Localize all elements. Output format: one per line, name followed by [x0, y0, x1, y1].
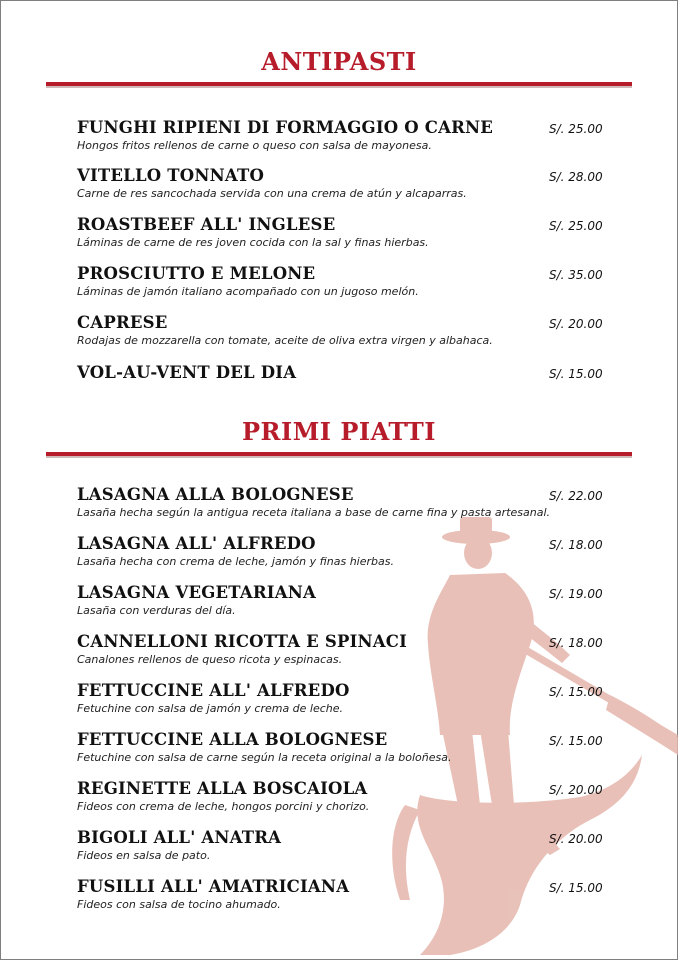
menu-item-price: S/. 20.00	[549, 832, 603, 846]
menu-item	[77, 313, 617, 348]
menu-item-name: VITELLO TONNATO	[77, 166, 265, 185]
menu-item-description: Rodajas de mozzarella con tomate, aceite de oliva extra virgen y albahaca.	[77, 334, 493, 347]
menu-item-name: CAPRESE	[77, 313, 168, 332]
menu-item	[77, 485, 617, 520]
menu-item-name: LASAGNA ALL' ALFREDO	[77, 534, 316, 553]
menu-item-name: FETTUCCINE ALL' ALFREDO	[77, 681, 350, 700]
menu-item-name: BIGOLI ALL' ANATRA	[77, 828, 282, 847]
menu-item-name: FUSILLI ALL' AMATRICIANA	[77, 877, 350, 896]
menu-item-price: S/. 25.00	[549, 122, 603, 136]
menu-item	[77, 730, 617, 765]
menu-item-name: FUNGHI RIPIENI DI FORMAGGIO O CARNE	[77, 118, 494, 137]
menu-item-price: S/. 20.00	[549, 783, 603, 797]
menu-item-description: Lasaña con verduras del día.	[77, 604, 236, 617]
menu-item	[77, 215, 617, 250]
menu-item-price: S/. 18.00	[549, 636, 603, 650]
menu-item	[77, 118, 617, 153]
menu-item-description: Fetuchine con salsa de jamón y crema de leche.	[77, 702, 344, 715]
menu-item-description: Fideos con crema de leche, hongos porcini y chorizo.	[77, 800, 370, 813]
section-title-primi-piatti: PRIMI PIATTI	[241, 417, 437, 446]
menu-item-description: Lasaña hecha según la antigua receta italiana a base de carne fina y pasta artesanal.	[77, 506, 551, 519]
section-divider-antipasti	[46, 82, 632, 86]
menu-item-price: S/. 22.00	[549, 489, 603, 503]
menu-item-name: REGINETTE ALLA BOSCAIOLA	[77, 779, 368, 798]
menu-item-description: Fideos en salsa de pato.	[77, 849, 211, 862]
menu-item-name: LASAGNA ALLA BOLOGNESE	[77, 485, 354, 504]
section-divider-primi-piatti	[46, 452, 632, 456]
menu-item	[77, 363, 617, 383]
menu-item-name: PROSCIUTTO E MELONE	[77, 264, 316, 283]
menu-item	[77, 583, 617, 618]
menu-item-name: CANNELLONI RICOTTA E SPINACI	[77, 632, 408, 651]
menu-item-price: S/. 19.00	[549, 587, 603, 601]
menu-item-name: ROASTBEEF ALL' INGLESE	[77, 215, 336, 234]
menu-item-price: S/. 25.00	[549, 219, 603, 233]
menu-item-price: S/. 15.00	[549, 734, 603, 748]
menu-item-price: S/. 35.00	[549, 268, 603, 282]
menu-item	[77, 534, 617, 569]
menu-item-name: FETTUCCINE ALLA BOLOGNESE	[77, 730, 388, 749]
menu-item-description: Canalones rellenos de queso ricota y espinacas.	[77, 653, 343, 666]
page-border-left	[0, 0, 1, 960]
menu-item	[77, 264, 617, 299]
menu-item	[77, 632, 617, 667]
menu-item-description: Carne de res sancochada servida con una crema de atún y alcaparras.	[77, 187, 467, 200]
page-border-top	[0, 0, 678, 1]
menu-item-price: S/. 15.00	[549, 881, 603, 895]
menu-item-price: S/. 15.00	[549, 367, 603, 381]
menu-item	[77, 681, 617, 716]
menu-item-price: S/. 28.00	[549, 170, 603, 184]
menu-item-description: Lasaña hecha con crema de leche, jamón y finas hierbas.	[77, 555, 394, 568]
menu-item	[77, 779, 617, 814]
menu-item-price: S/. 20.00	[549, 317, 603, 331]
menu-item-description: Láminas de carne de res joven cocida con la sal y finas hierbas.	[77, 236, 429, 249]
menu-item-description: Fideos con salsa de tocino ahumado.	[77, 898, 281, 911]
menu-item-description: Láminas de jamón italiano acompañado con un jugoso melón.	[77, 285, 419, 298]
menu-item-description: Fetuchine con salsa de carne según la receta original a la boloñesa.	[77, 751, 452, 764]
menu-item-name: LASAGNA VEGETARIANA	[77, 583, 316, 602]
menu-item-price: S/. 18.00	[549, 538, 603, 552]
menu-item	[77, 828, 617, 863]
menu-item-description: Hongos fritos rellenos de carne o queso con salsa de mayonesa.	[77, 139, 432, 152]
menu-item-price: S/. 15.00	[549, 685, 603, 699]
menu-item	[77, 877, 617, 912]
menu-item-name: VOL-AU-VENT DEL DIA	[77, 363, 297, 382]
menu-item	[77, 166, 617, 201]
section-title-antipasti: ANTIPASTI	[261, 47, 417, 76]
